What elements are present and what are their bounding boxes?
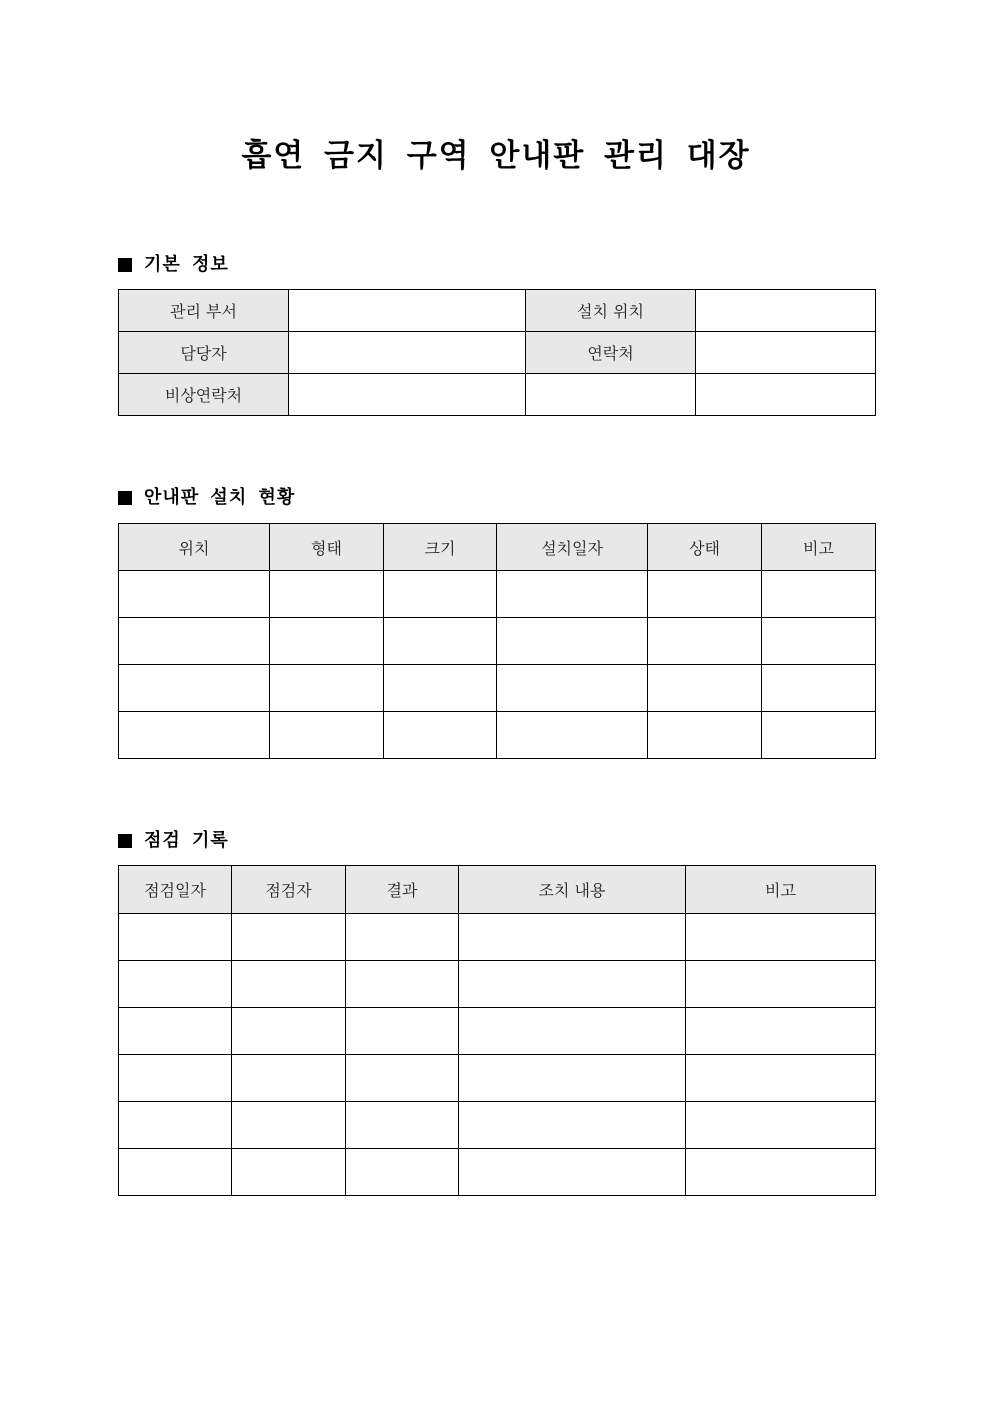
table-cell[interactable] xyxy=(459,1149,686,1196)
location-field[interactable] xyxy=(696,290,876,332)
table-cell[interactable] xyxy=(686,961,876,1008)
table-cell[interactable] xyxy=(232,914,346,961)
table-cell[interactable] xyxy=(270,665,384,712)
table-cell[interactable] xyxy=(686,1149,876,1196)
table-cell[interactable] xyxy=(119,618,270,665)
square-bullet-icon xyxy=(118,491,132,505)
table-cell[interactable] xyxy=(119,961,232,1008)
column-header-condition: 상태 xyxy=(648,524,762,571)
table-cell[interactable] xyxy=(497,665,648,712)
table-cell[interactable] xyxy=(346,1008,459,1055)
section-heading-text: 점검 기록 xyxy=(144,830,229,851)
table-cell[interactable] xyxy=(762,571,876,618)
table-row xyxy=(119,914,876,961)
section-heading-text: 안내판 설치 현황 xyxy=(144,487,296,508)
table-cell[interactable] xyxy=(497,571,648,618)
table-row xyxy=(119,665,876,712)
table-cell[interactable] xyxy=(459,914,686,961)
manager-field[interactable] xyxy=(289,332,526,374)
table-cell[interactable] xyxy=(232,1008,346,1055)
table-cell[interactable] xyxy=(232,961,346,1008)
table-row xyxy=(119,961,876,1008)
table-cell[interactable] xyxy=(232,1055,346,1102)
basic-info-table xyxy=(118,289,876,416)
table-cell[interactable] xyxy=(686,1008,876,1055)
table-cell[interactable] xyxy=(346,961,459,1008)
dept-label: 관리 부서 xyxy=(119,290,289,332)
table-cell[interactable] xyxy=(459,1008,686,1055)
table-header-row xyxy=(119,524,876,571)
table-cell[interactable] xyxy=(346,1102,459,1149)
column-header-install-date: 설치일자 xyxy=(497,524,648,571)
table-cell[interactable] xyxy=(686,914,876,961)
table-cell[interactable] xyxy=(232,1102,346,1149)
column-header-inspector: 점검자 xyxy=(232,866,346,914)
page-title: 흡연 금지 구역 안내판 관리 대장 xyxy=(241,138,751,174)
section-heading-basic-info xyxy=(118,252,229,278)
column-header-remarks: 비고 xyxy=(762,524,876,571)
column-header-inspection-date: 점검일자 xyxy=(119,866,232,914)
table-cell[interactable] xyxy=(497,712,648,759)
table-header-row xyxy=(119,866,876,914)
table-cell[interactable] xyxy=(119,571,270,618)
table-cell[interactable] xyxy=(119,1149,232,1196)
table-cell[interactable] xyxy=(270,571,384,618)
table-row xyxy=(119,712,876,759)
table-cell[interactable] xyxy=(459,1055,686,1102)
location-label: 설치 위치 xyxy=(526,290,696,332)
table-cell[interactable] xyxy=(648,618,762,665)
table-cell[interactable] xyxy=(119,1102,232,1149)
table-cell[interactable] xyxy=(119,665,270,712)
table-cell[interactable] xyxy=(119,712,270,759)
square-bullet-icon xyxy=(118,258,132,272)
table-row xyxy=(119,1008,876,1055)
table-cell[interactable] xyxy=(270,712,384,759)
column-header-remarks: 비고 xyxy=(686,866,876,914)
emergency-contact-field[interactable] xyxy=(289,374,526,416)
table-cell[interactable] xyxy=(119,1055,232,1102)
manager-label: 담당자 xyxy=(119,332,289,374)
table-row xyxy=(119,618,876,665)
table-cell[interactable] xyxy=(119,1008,232,1055)
square-bullet-icon xyxy=(118,834,132,848)
table-cell[interactable] xyxy=(119,914,232,961)
table-cell[interactable] xyxy=(459,961,686,1008)
table-cell[interactable] xyxy=(384,665,497,712)
table-cell[interactable] xyxy=(384,712,497,759)
table-cell[interactable] xyxy=(384,571,497,618)
contact-field[interactable] xyxy=(696,332,876,374)
section-heading-install-status xyxy=(118,485,295,511)
table-cell[interactable] xyxy=(762,618,876,665)
table-cell[interactable] xyxy=(346,914,459,961)
table-cell[interactable] xyxy=(232,1149,346,1196)
table-row xyxy=(119,290,876,332)
table-cell[interactable] xyxy=(497,618,648,665)
table-row xyxy=(119,1149,876,1196)
column-header-result: 결과 xyxy=(346,866,459,914)
table-cell[interactable] xyxy=(384,618,497,665)
column-header-location: 위치 xyxy=(119,524,270,571)
contact-label: 연락처 xyxy=(526,332,696,374)
dept-field[interactable] xyxy=(289,290,526,332)
table-cell[interactable] xyxy=(648,571,762,618)
table-row xyxy=(119,1055,876,1102)
empty-cell[interactable] xyxy=(696,374,876,416)
table-cell[interactable] xyxy=(346,1055,459,1102)
column-header-type: 형태 xyxy=(270,524,384,571)
table-row xyxy=(119,1102,876,1149)
table-cell[interactable] xyxy=(648,712,762,759)
table-cell[interactable] xyxy=(346,1149,459,1196)
table-cell[interactable] xyxy=(648,665,762,712)
section-heading-inspection-log xyxy=(118,828,229,854)
install-status-table xyxy=(118,523,876,759)
table-cell[interactable] xyxy=(270,618,384,665)
section-heading-text: 기본 정보 xyxy=(144,254,229,275)
table-cell[interactable] xyxy=(686,1102,876,1149)
table-row xyxy=(119,374,876,416)
table-cell[interactable] xyxy=(762,712,876,759)
table-row xyxy=(119,571,876,618)
column-header-action-taken: 조치 내용 xyxy=(459,866,686,914)
table-cell[interactable] xyxy=(459,1102,686,1149)
empty-cell[interactable] xyxy=(526,374,696,416)
emergency-contact-label: 비상연락처 xyxy=(119,374,289,416)
table-cell[interactable] xyxy=(686,1055,876,1102)
column-header-size: 크기 xyxy=(384,524,497,571)
table-row xyxy=(119,332,876,374)
table-cell[interactable] xyxy=(762,665,876,712)
inspection-log-table xyxy=(118,865,876,1196)
